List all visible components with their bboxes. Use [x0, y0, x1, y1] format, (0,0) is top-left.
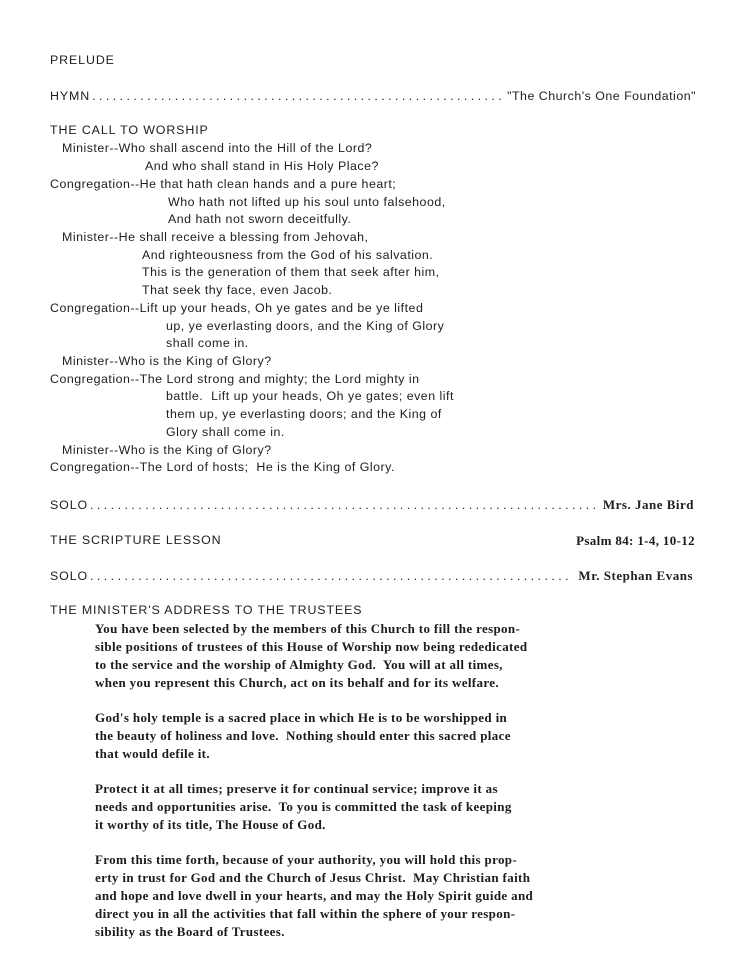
- solo-1-line: [50, 496, 694, 515]
- paragraph-line: when you represent this Church, act on its behalf and for its welfare.: [95, 675, 499, 690]
- liturgy-line: Glory shall come in.: [166, 425, 285, 439]
- prelude-heading: PRELUDE: [50, 53, 115, 67]
- liturgy-line: Minister--Who shall ascend into the Hill of the Lord?: [62, 141, 373, 155]
- paragraph-line: needs and opportunities arise. To you is committed the task of keeping: [95, 799, 512, 814]
- liturgy-line: And who shall stand in His Holy Place?: [145, 159, 379, 173]
- solo-1-label: SOLO: [50, 498, 89, 512]
- paragraph-line: From this time forth, because of your authority, you will hold this prop-: [95, 852, 518, 867]
- scripture-heading: THE SCRIPTURE LESSON: [50, 533, 222, 547]
- liturgy-line: Minister--Who is the King of Glory?: [62, 443, 272, 457]
- liturgy-line: Congregation--The Lord strong and mighty; the Lord mighty in: [50, 372, 420, 386]
- liturgy-line: Minister--He shall receive a blessing from Jehovah,: [62, 230, 369, 244]
- paragraph-line: direct you in all the activities that fall within the sphere of your respon-: [95, 906, 516, 921]
- liturgy-line: Congregation--The Lord of hosts; He is the King of Glory.: [50, 460, 395, 474]
- scripture-reference: Psalm 84: 1-4, 10-12: [576, 533, 695, 548]
- liturgy-line: them up, ye everlasting doors; and the King of: [166, 407, 442, 421]
- liturgy-line: shall come in.: [166, 336, 249, 350]
- leader-dots: [90, 497, 597, 515]
- liturgy-line: battle. Lift up your heads, Oh ye gates; even lift: [166, 389, 454, 403]
- hymn-title: "The Church's One Foundation": [507, 89, 696, 103]
- liturgy-line: This is the generation of them that seek after him,: [142, 265, 440, 279]
- call-to-worship-heading: THE CALL TO WORSHIP: [50, 123, 209, 137]
- liturgy-line: And hath not sworn deceitfully.: [168, 212, 352, 226]
- leader-dots: [92, 88, 501, 106]
- hymn-label: HYMN: [50, 89, 91, 103]
- address-heading: THE MINISTER'S ADDRESS TO THE TRUSTEES: [50, 603, 363, 617]
- liturgy-line: Congregation--Lift up your heads, Oh ye gates and be ye lifted: [50, 301, 424, 315]
- liturgy-line: That seek thy face, even Jacob.: [142, 283, 333, 297]
- paragraph-line: Protect it at all times; preserve it for continual service; improve it as: [95, 781, 498, 796]
- leader-dots: [90, 568, 572, 586]
- paragraph-line: God's holy temple is a sacred place in which He is to be worshipped in: [95, 710, 508, 725]
- paragraph-line: sibility as the Board of Trustees.: [95, 924, 285, 939]
- paragraph-line: the beauty of holiness and love. Nothing should enter this sacred place: [95, 728, 511, 743]
- liturgy-line: Who hath not lifted up his soul unto falsehood,: [168, 195, 446, 209]
- liturgy-line: up, ye everlasting doors, and the King of Glory: [166, 319, 445, 333]
- liturgy-line: And righteousness from the God of his salvation.: [142, 248, 434, 262]
- solo-2-performer: Mr. Stephan Evans: [578, 568, 693, 583]
- solo-1-performer: Mrs. Jane Bird: [602, 497, 694, 512]
- liturgy-line: Minister--Who is the King of Glory?: [62, 354, 272, 368]
- paragraph-line: erty in trust for God and the Church of Jesus Christ. May Christian faith: [95, 870, 531, 885]
- paragraph-line: that would defile it.: [95, 746, 210, 761]
- paragraph-line: it worthy of its title, The House of God.: [95, 817, 326, 832]
- solo-2-line: [50, 567, 693, 586]
- paragraph-line: You have been selected by the members of this Church to fill the respon-: [95, 621, 521, 636]
- hymn-line: [50, 88, 696, 106]
- paragraph-line: sible positions of trustees of this House of Worship now being rededicated: [95, 639, 528, 654]
- liturgy-line: Congregation--He that hath clean hands and a pure heart;: [50, 177, 397, 191]
- paragraph-line: and hope and love dwell in your hearts, and may the Holy Spirit guide and: [95, 888, 534, 903]
- solo-2-label: SOLO: [50, 569, 89, 583]
- paragraph-line: to the service and the worship of Almighty God. You will at all times,: [95, 657, 503, 672]
